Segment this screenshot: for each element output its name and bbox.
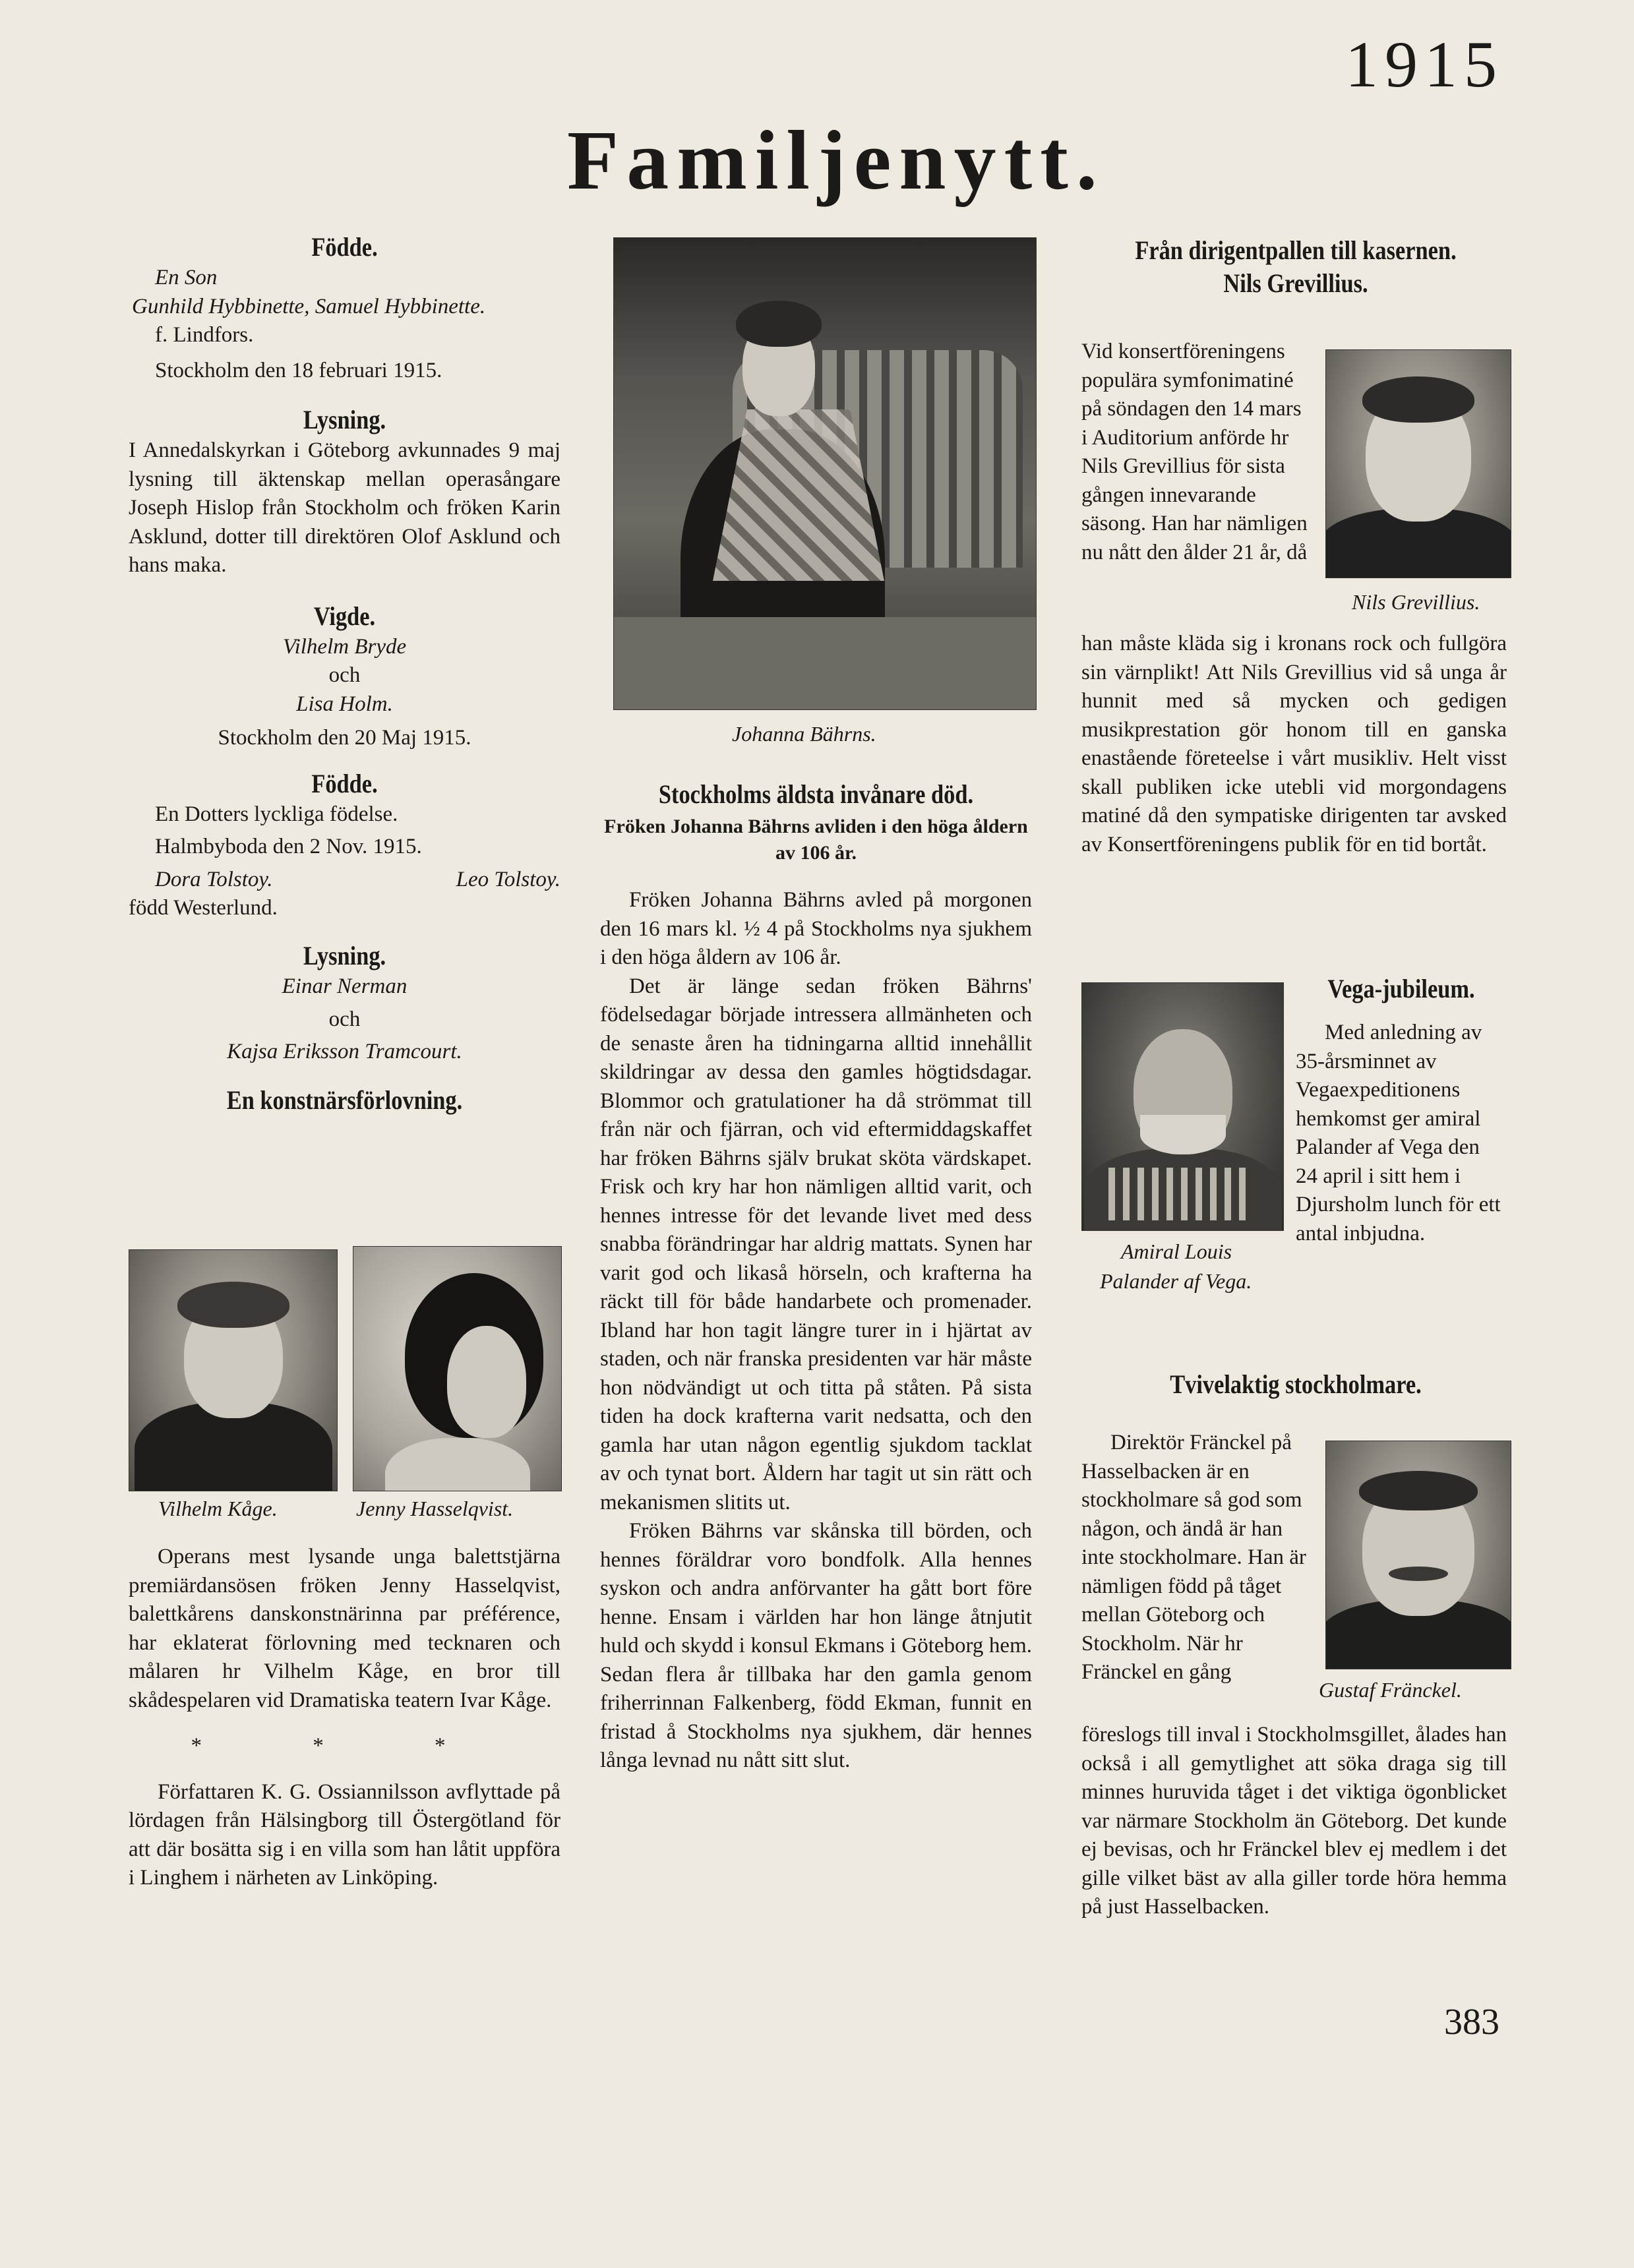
vega-column — [1296, 972, 1507, 1248]
ossiannilsson-text: Författaren K. G. Ossiannilsson avflyttade på lördagen från Hälsingborg till Östergötland för att där bosätta sig i en villa som han låtit uppföra i Linghem i närheten av Linköping. — [129, 1779, 560, 1890]
left-column-lower — [129, 1543, 560, 1893]
photo-louis-palander — [1081, 982, 1284, 1231]
photo-nils-grevillius — [1325, 349, 1511, 578]
lysning2-bride: Kajsa Eriksson Tramcourt. — [227, 1040, 462, 1063]
bahrns-paragraph-3: Fröken Bährns var skånska till börden, och hennes föräldrar voro bondfolk. Alla hennes syskon och andra anförvanter ha gått bort före henne. Ensam i världen har hon länge åtnjutit huld och skydd i konsul Ekmans i Göteborg hem. Sedan flera år tillbaka har den gamla genom friherrinnan Falkenberg, född Ekman, funnit en fristad å Stockholms nya sjukhem, där hennes långa levnad nu nått sitt slut. — [600, 1519, 1032, 1772]
lysning-heading-1: Lysning. — [303, 405, 386, 434]
fodde-heading-1: Födde. — [311, 232, 378, 262]
photo-jenny-hasselqvist — [353, 1246, 562, 1491]
fodde2-line1: En Dotters lyckliga födelse. — [155, 802, 398, 826]
photo-vilhelm-kage — [129, 1249, 338, 1491]
uniform-braid — [1108, 1168, 1254, 1220]
moustache-shape — [1389, 1567, 1448, 1581]
caption-palander-line2: Palander af Vega. — [1100, 1269, 1252, 1293]
fodde-parents: Gunhild Hybbinette, Samuel Hybbinette. — [132, 294, 486, 318]
grevillius-text-wide: han måste kläda sig i kronans rock och fullgöra sin värnplikt! Att Nils Grevillius vid så unga år hunnit med så mycken och gedigen musikprestation gör honom till en ganska enastående företeelse i vårt musikliv. Helt visst skall publiken icke utebli vid morgondagens matiné då den sympatiske dirigenten tar avsked av Konsertföreningens publik för en tid bortåt. — [1081, 632, 1507, 856]
franckel-text-narrow: Direktör Fränckel på Hasselbacken är en stockholmare så god som någon, och ändå är han inte stockholmare. Han är nämligen född på tåget mellan Göteborg och Stockholm. När hr Fränckel en gång — [1081, 1431, 1306, 1684]
photo-gustaf-franckel — [1325, 1441, 1511, 1669]
grevillius-heading-1: Från dirigentpallen till kasernen. — [1135, 235, 1457, 265]
lysning-text-1: I Annedalskyrkan i Göteborg avkunnades 9 maj lysning till äktenskap mellan operasångare Joseph Hislop från Stockholm och fröken Karin Asklund, dotter till direktören Olof Asklund och hans maka. — [129, 438, 560, 577]
fodde-line-1 — [155, 264, 560, 293]
year: 1915 — [1345, 28, 1503, 101]
caption-johanna-bahrns: Johanna Bährns. — [732, 722, 876, 746]
stars-divider: * * * — [191, 1734, 499, 1758]
bahrns-heading: Stockholms äldsta invånare död. — [658, 779, 974, 809]
right-column — [1081, 234, 1510, 300]
lysning-heading-2: Lysning. — [303, 941, 386, 970]
forlovning-text: Operans mest lysande unga balettstjärna premiärdansösen fröken Jenny Hasselqvist, balettkårens danskonstnärinna par préférence, har eklaterat förlovning med tecknaren och målaren hr Vilhelm Kåge, en bror till skådespelaren vid Dramatiska teatern Ivar Kåge. — [129, 1545, 560, 1712]
vega-heading: Vega-jubileum. — [1327, 974, 1475, 1003]
franckel-heading: Tvivelaktig stockholmare. — [1170, 1369, 1422, 1399]
page-number: 383 — [1444, 2002, 1499, 2043]
bahrns-paragraph-2: Det är länge sedan fröken Bährns' födelsedagar började intressera allmänheten och de senaste åren ha tidningarna alltid innehållit skildringar av dessa den gamles högtidsdagar. Blommor och gratulationer ha då strömmat till från när och fjärran, och vid eftermiddagskaffet har fröken Bährns själv brukat sköta värdskapet. Frisk och kry har hon nämligen alltid varit, och hennes intresse för det levande livet med dess snabba förändringar har aldrig mattats. Synen har varit god och likaså hörseln, och krafterna ha räckt till för både handarbete och promenader. Ibland har hon tagit längre turer in i hjärtat av staden, och när franska presidenten var här måste hon nödvändigt ut och titta på ståten. På sista tiden ha dock krafterna varit nedsatta, och den gamla har utan någon egentlig sjukdom tacklat av och tynat bort. Åldern har tagit ut sin rätt och mekanismen slitits ut. — [600, 974, 1032, 1514]
lysning2-och: och — [328, 1007, 361, 1031]
grevillius-text-narrow: Vid konsertföreningens populära symfonimatiné på söndagen den 14 mars i Auditorium anförde hr Nils Grevillius för sista gången innevarande säsong. Han har nämligen nu nått den ålder 21 år, då — [1081, 340, 1308, 564]
caption-vilhelm-kage: Vilhelm Kåge. — [158, 1497, 278, 1520]
vigde-place-date: Stockholm den 20 Maj 1915. — [218, 726, 471, 750]
middle-column — [600, 778, 1032, 1776]
floor-shape — [614, 617, 1036, 709]
photo-johanna-bahrns — [613, 237, 1037, 710]
forlovning-heading: En konstnärsförlovning. — [226, 1085, 463, 1115]
grevillius-heading-2: Nils Grevillius. — [1223, 268, 1368, 298]
caption-nils-grevillius: Nils Grevillius. — [1352, 590, 1480, 614]
franckel-text-wide-wrap — [1081, 1721, 1507, 1922]
fodde2-maiden: född Westerlund. — [129, 895, 278, 920]
caption-gustaf-franckel: Gustaf Fränckel. — [1319, 1678, 1462, 1702]
left-column — [129, 231, 560, 1117]
bahrns-subheading: Fröken Johanna Bährns avliden i den höga åldern av 106 år. — [604, 816, 1028, 864]
grevillius-text-narrow-wrap — [1081, 338, 1309, 567]
grevillius-text-wide-wrap — [1081, 630, 1507, 859]
vigde-groom: Vilhelm Bryde — [282, 634, 407, 659]
bahrns-paragraph-1: Fröken Johanna Bährns avled på morgonen den 16 mars kl. ½ 4 på Stockholms nya sjukhem i den höga åldern av 106 år. — [600, 888, 1032, 969]
fodde2-place-date: Halmbyboda den 2 Nov. 1915. — [155, 835, 422, 858]
fodde2-father: Leo Tolstoy. — [456, 867, 560, 891]
franckel-heading-wrap — [1081, 1368, 1510, 1401]
fodde2-parents-row — [155, 866, 560, 894]
page-title: Familjenytt. — [567, 113, 1105, 207]
caption-jenny-hasselqvist: Jenny Hasselqvist. — [356, 1497, 514, 1520]
fodde-son: En Son — [155, 266, 218, 289]
vega-text: Med anledning av 35-årsminnet av Vegaexpeditionens hemkomst ger amiral Palander af Vega den 24 april i sitt hem i Djursholm lunch för ett antal inbjudna. — [1296, 1021, 1501, 1245]
lysning2-groom: Einar Nerman — [282, 974, 408, 998]
fodde-maiden: f. Lindfors. — [155, 323, 254, 347]
vigde-och: och — [328, 663, 361, 687]
vigde-bride: Lisa Holm. — [296, 692, 393, 716]
franckel-text-narrow-wrap — [1081, 1429, 1309, 1687]
fodde-place-date: Stockholm den 18 februari 1915. — [155, 358, 442, 382]
fodde-heading-2: Födde. — [311, 768, 378, 798]
fodde2-mother: Dora Tolstoy. — [155, 867, 273, 891]
caption-palander-line1: Amiral Louis — [1121, 1239, 1232, 1263]
vigde-heading: Vigde. — [313, 601, 376, 631]
franckel-text-wide: föreslogs till inval i Stockholmsgillet, ålades han också i all gemytlighet att söka draga sig till minnes huruvida tåget i det viktiga ögonblicket var närmare Stockholm än Göteborg. Det kunde ej bevisas, och hr Fränckel blev ej medlem i det gille vilket bäst av alla giller torde höra hemma på just Hasselbacken. — [1081, 1723, 1507, 1919]
